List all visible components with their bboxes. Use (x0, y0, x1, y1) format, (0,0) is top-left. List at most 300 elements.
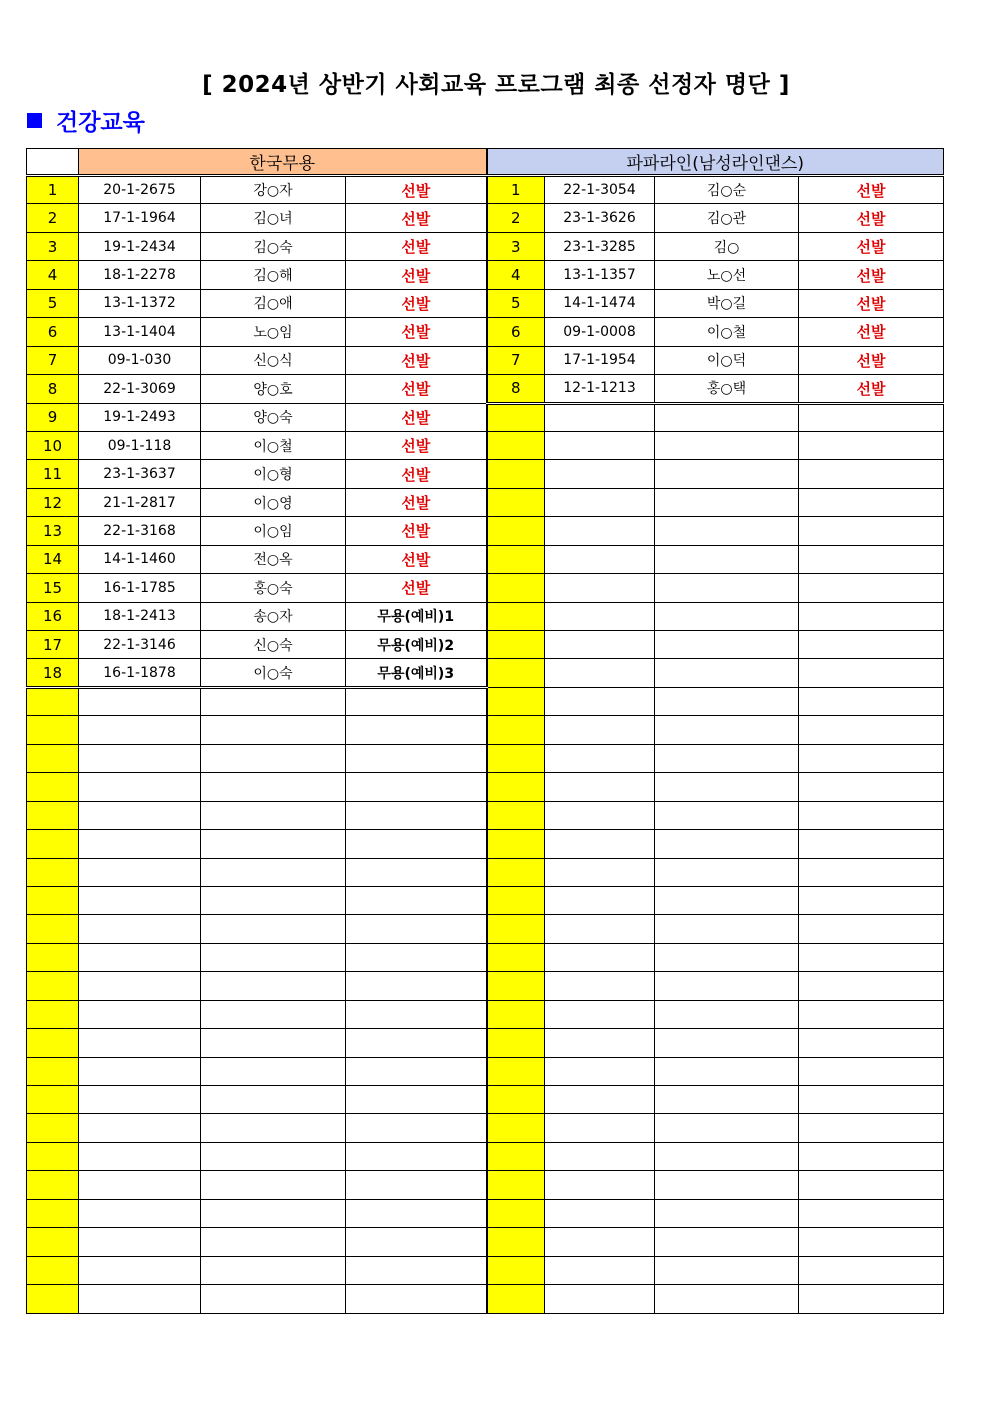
empty-cell (545, 915, 655, 943)
table-row (27, 431, 944, 459)
row-number: 13 (27, 517, 79, 545)
empty-number-cell (27, 915, 79, 943)
row-number: 2 (27, 204, 79, 232)
empty-cell (799, 687, 944, 715)
empty-cell (545, 1256, 655, 1284)
selection-result: 선발 (346, 460, 487, 488)
empty-number-cell (27, 1142, 79, 1170)
header-blank-cell (27, 149, 79, 176)
member-id: 16-1-1878 (79, 659, 201, 687)
member-id: 17-1-1964 (79, 204, 201, 232)
section-heading (27, 104, 145, 137)
empty-number-cell (487, 1086, 545, 1114)
empty-cell (545, 574, 655, 602)
empty-cell (799, 972, 944, 1000)
empty-cell (655, 631, 799, 659)
empty-cell (201, 1171, 346, 1199)
member-id: 22-1-3168 (79, 517, 201, 545)
member-name: 김○관 (655, 204, 799, 232)
row-number: 3 (27, 232, 79, 260)
empty-number-cell (487, 460, 545, 488)
empty-cell (346, 687, 487, 715)
empty-cell (655, 488, 799, 516)
empty-cell (799, 830, 944, 858)
empty-cell (79, 943, 201, 971)
empty-cell (799, 488, 944, 516)
member-id: 23-1-3626 (545, 204, 655, 232)
member-id: 22-1-3069 (79, 375, 201, 403)
empty-cell (545, 545, 655, 573)
member-name: 신○숙 (201, 631, 346, 659)
table-row (27, 773, 944, 801)
empty-cell (545, 972, 655, 1000)
row-number: 16 (27, 602, 79, 630)
empty-cell (346, 1256, 487, 1284)
member-id: 14-1-1460 (79, 545, 201, 573)
empty-cell (799, 858, 944, 886)
empty-number-cell (27, 687, 79, 715)
empty-cell (545, 1171, 655, 1199)
table-row (27, 744, 944, 772)
empty-cell (799, 1029, 944, 1057)
member-id: 14-1-1474 (545, 289, 655, 317)
empty-cell (799, 1142, 944, 1170)
empty-cell (655, 1228, 799, 1256)
empty-cell (545, 886, 655, 914)
empty-number-cell (27, 972, 79, 1000)
empty-cell (346, 1029, 487, 1057)
empty-number-cell (27, 1256, 79, 1284)
member-id: 13-1-1357 (545, 261, 655, 289)
row-number: 18 (27, 659, 79, 687)
empty-cell (799, 744, 944, 772)
table-row (27, 858, 944, 886)
selection-result: 선발 (799, 289, 944, 317)
selection-result: 선발 (346, 346, 487, 374)
empty-cell (79, 1228, 201, 1256)
member-name: 강○자 (201, 176, 346, 204)
empty-cell (799, 1086, 944, 1114)
empty-number-cell (27, 744, 79, 772)
empty-cell (201, 1086, 346, 1114)
empty-number-cell (27, 801, 79, 829)
empty-cell (799, 801, 944, 829)
member-name: 양○숙 (201, 403, 346, 431)
table-row (27, 1086, 944, 1114)
selection-result: 선발 (346, 204, 487, 232)
member-name: 김○녀 (201, 204, 346, 232)
selection-table (26, 148, 944, 1314)
member-id: 13-1-1372 (79, 289, 201, 317)
empty-cell (346, 1086, 487, 1114)
member-name: 홍○택 (655, 375, 799, 403)
empty-cell (346, 858, 487, 886)
table-row (27, 830, 944, 858)
empty-cell (655, 431, 799, 459)
table-row (27, 1171, 944, 1199)
member-name: 노○선 (655, 261, 799, 289)
member-name: 이○철 (201, 431, 346, 459)
section-title: 건강교육 (56, 110, 145, 136)
empty-number-cell (27, 1171, 79, 1199)
empty-cell (201, 1199, 346, 1227)
table-row (27, 1199, 944, 1227)
selection-result: 무용(예비)1 (346, 602, 487, 630)
empty-cell (655, 517, 799, 545)
table-row (27, 687, 944, 715)
table-row (27, 1256, 944, 1284)
empty-cell (655, 744, 799, 772)
row-number: 8 (27, 375, 79, 403)
empty-number-cell (487, 1285, 545, 1313)
empty-cell (79, 1000, 201, 1028)
empty-cell (545, 1057, 655, 1085)
empty-cell (346, 886, 487, 914)
member-name: 이○형 (201, 460, 346, 488)
empty-cell (799, 1000, 944, 1028)
empty-cell (79, 716, 201, 744)
empty-number-cell (487, 1199, 545, 1227)
empty-number-cell (487, 545, 545, 573)
table-row (27, 232, 944, 260)
table-row (27, 1114, 944, 1142)
empty-cell (545, 1029, 655, 1057)
empty-cell (346, 915, 487, 943)
empty-number-cell (27, 1029, 79, 1057)
empty-cell (655, 602, 799, 630)
member-name: 이○철 (655, 318, 799, 346)
empty-number-cell (27, 886, 79, 914)
empty-cell (346, 943, 487, 971)
empty-cell (346, 1228, 487, 1256)
empty-cell (545, 744, 655, 772)
empty-number-cell (487, 773, 545, 801)
empty-cell (545, 431, 655, 459)
member-id: 19-1-2493 (79, 403, 201, 431)
row-number: 3 (487, 232, 545, 260)
empty-cell (201, 886, 346, 914)
row-number: 8 (487, 375, 545, 403)
row-number: 12 (27, 488, 79, 516)
empty-cell (201, 943, 346, 971)
empty-cell (79, 915, 201, 943)
empty-cell (346, 716, 487, 744)
selection-result: 선발 (346, 517, 487, 545)
empty-cell (79, 858, 201, 886)
empty-cell (655, 403, 799, 431)
table-row (27, 318, 944, 346)
row-number: 15 (27, 574, 79, 602)
empty-cell (201, 858, 346, 886)
row-number: 7 (487, 346, 545, 374)
empty-cell (655, 687, 799, 715)
empty-number-cell (487, 886, 545, 914)
selection-result: 선발 (799, 261, 944, 289)
table-body (27, 149, 944, 1314)
empty-cell (346, 801, 487, 829)
table-row (27, 716, 944, 744)
empty-cell (799, 602, 944, 630)
empty-cell (545, 517, 655, 545)
member-name: 이○임 (201, 517, 346, 545)
member-name: 김○순 (655, 176, 799, 204)
empty-cell (545, 602, 655, 630)
empty-cell (655, 574, 799, 602)
empty-cell (655, 1171, 799, 1199)
member-id: 13-1-1404 (79, 318, 201, 346)
empty-cell (799, 1256, 944, 1284)
empty-number-cell (487, 744, 545, 772)
empty-cell (201, 915, 346, 943)
empty-cell (545, 1199, 655, 1227)
row-number: 5 (487, 289, 545, 317)
empty-number-cell (487, 1114, 545, 1142)
empty-cell (201, 1057, 346, 1085)
empty-number-cell (487, 972, 545, 1000)
empty-number-cell (487, 1171, 545, 1199)
row-number: 10 (27, 431, 79, 459)
member-name: 김○해 (201, 261, 346, 289)
empty-cell (799, 1171, 944, 1199)
empty-number-cell (27, 1000, 79, 1028)
empty-cell (201, 1228, 346, 1256)
member-id: 22-1-3054 (545, 176, 655, 204)
selection-result: 선발 (346, 431, 487, 459)
empty-cell (346, 830, 487, 858)
table-row (27, 801, 944, 829)
empty-cell (545, 631, 655, 659)
empty-cell (79, 744, 201, 772)
empty-cell (346, 1000, 487, 1028)
row-number: 7 (27, 346, 79, 374)
row-number: 6 (27, 318, 79, 346)
empty-cell (799, 886, 944, 914)
row-number: 11 (27, 460, 79, 488)
empty-cell (799, 1057, 944, 1085)
empty-cell (655, 773, 799, 801)
empty-cell (655, 545, 799, 573)
empty-number-cell (487, 602, 545, 630)
member-id: 21-1-2817 (79, 488, 201, 516)
page-title: [ 2024년 상반기 사회교육 프로그램 최종 선정자 명단 ] (202, 72, 790, 98)
member-id: 23-1-3637 (79, 460, 201, 488)
row-number: 2 (487, 204, 545, 232)
table-row (27, 545, 944, 573)
selection-result: 선발 (346, 545, 487, 573)
empty-cell (655, 1057, 799, 1085)
empty-cell (655, 858, 799, 886)
member-id: 23-1-3285 (545, 232, 655, 260)
empty-cell (79, 1142, 201, 1170)
empty-cell (346, 1057, 487, 1085)
empty-cell (545, 773, 655, 801)
empty-cell (545, 403, 655, 431)
empty-cell (799, 431, 944, 459)
selection-result: 선발 (799, 375, 944, 403)
selection-result: 선발 (346, 403, 487, 431)
empty-cell (655, 460, 799, 488)
empty-cell (79, 886, 201, 914)
empty-cell (79, 801, 201, 829)
empty-cell (79, 1171, 201, 1199)
empty-cell (799, 915, 944, 943)
table-row (27, 602, 944, 630)
member-name: 박○길 (655, 289, 799, 317)
group-header-line-dance: 파파라인(남성라인댄스) (487, 149, 944, 176)
empty-cell (655, 972, 799, 1000)
empty-cell (79, 830, 201, 858)
table-row (27, 1029, 944, 1057)
empty-number-cell (27, 1285, 79, 1313)
empty-cell (79, 687, 201, 715)
empty-number-cell (27, 1228, 79, 1256)
empty-cell (799, 773, 944, 801)
selection-result: 선발 (346, 488, 487, 516)
empty-number-cell (487, 1256, 545, 1284)
empty-cell (545, 858, 655, 886)
empty-number-cell (27, 773, 79, 801)
empty-cell (201, 744, 346, 772)
table-row (27, 204, 944, 232)
empty-cell (346, 773, 487, 801)
empty-cell (545, 1086, 655, 1114)
selection-result: 선발 (346, 375, 487, 403)
empty-cell (545, 687, 655, 715)
empty-number-cell (487, 1142, 545, 1170)
empty-cell (79, 773, 201, 801)
empty-cell (655, 1285, 799, 1313)
empty-number-cell (27, 858, 79, 886)
selection-result: 선발 (346, 289, 487, 317)
empty-number-cell (27, 1199, 79, 1227)
table-row (27, 659, 944, 687)
empty-cell (201, 1029, 346, 1057)
empty-cell (545, 1114, 655, 1142)
selection-result: 무용(예비)3 (346, 659, 487, 687)
empty-cell (799, 517, 944, 545)
row-number: 1 (487, 176, 545, 204)
empty-cell (201, 687, 346, 715)
table-row (27, 1285, 944, 1313)
table-row (27, 375, 944, 403)
member-name: 홍○숙 (201, 574, 346, 602)
empty-cell (799, 1114, 944, 1142)
empty-cell (545, 1142, 655, 1170)
selection-result: 선발 (346, 574, 487, 602)
empty-cell (799, 403, 944, 431)
selection-result: 선발 (799, 232, 944, 260)
empty-cell (655, 915, 799, 943)
selection-result: 선발 (799, 176, 944, 204)
empty-cell (201, 1000, 346, 1028)
group-header-korean-dance: 한국무용 (79, 149, 487, 176)
member-name: 신○식 (201, 346, 346, 374)
selection-result: 선발 (799, 346, 944, 374)
empty-number-cell (27, 1114, 79, 1142)
empty-cell (201, 801, 346, 829)
empty-cell (79, 1199, 201, 1227)
row-number: 1 (27, 176, 79, 204)
empty-number-cell (487, 915, 545, 943)
empty-number-cell (487, 830, 545, 858)
table-row (27, 915, 944, 943)
selection-result: 선발 (346, 261, 487, 289)
empty-cell (545, 1228, 655, 1256)
empty-number-cell (487, 488, 545, 516)
empty-cell (799, 659, 944, 687)
selection-result: 선발 (799, 318, 944, 346)
empty-cell (545, 1000, 655, 1028)
table-row (27, 176, 944, 204)
empty-cell (346, 1114, 487, 1142)
empty-number-cell (487, 1057, 545, 1085)
member-name: 김○ (655, 232, 799, 260)
empty-cell (201, 972, 346, 1000)
member-id: 18-1-2413 (79, 602, 201, 630)
empty-number-cell (27, 830, 79, 858)
empty-cell (346, 744, 487, 772)
empty-cell (346, 1142, 487, 1170)
empty-cell (655, 1000, 799, 1028)
empty-number-cell (487, 1000, 545, 1028)
row-number: 5 (27, 289, 79, 317)
empty-number-cell (487, 659, 545, 687)
group-header-row (27, 149, 944, 176)
empty-number-cell (487, 1228, 545, 1256)
empty-number-cell (487, 517, 545, 545)
member-id: 17-1-1954 (545, 346, 655, 374)
member-name: 양○호 (201, 375, 346, 403)
empty-number-cell (487, 858, 545, 886)
table-row (27, 943, 944, 971)
empty-cell (79, 1285, 201, 1313)
empty-cell (545, 659, 655, 687)
empty-cell (655, 1114, 799, 1142)
table-row (27, 972, 944, 1000)
empty-cell (655, 943, 799, 971)
empty-cell (545, 460, 655, 488)
member-id: 22-1-3146 (79, 631, 201, 659)
row-number: 17 (27, 631, 79, 659)
table-row (27, 1142, 944, 1170)
row-number: 6 (487, 318, 545, 346)
empty-cell (79, 1256, 201, 1284)
empty-cell (545, 801, 655, 829)
empty-cell (79, 972, 201, 1000)
row-number: 4 (27, 261, 79, 289)
empty-number-cell (487, 631, 545, 659)
member-id: 09-1-030 (79, 346, 201, 374)
empty-cell (346, 1285, 487, 1313)
empty-cell (799, 545, 944, 573)
member-id: 09-1-118 (79, 431, 201, 459)
empty-number-cell (487, 943, 545, 971)
empty-cell (655, 801, 799, 829)
empty-cell (799, 631, 944, 659)
member-id: 18-1-2278 (79, 261, 201, 289)
table-row (27, 574, 944, 602)
empty-cell (545, 716, 655, 744)
empty-cell (545, 830, 655, 858)
empty-number-cell (487, 687, 545, 715)
empty-cell (799, 716, 944, 744)
empty-cell (655, 1142, 799, 1170)
table-row (27, 1000, 944, 1028)
member-id: 09-1-0008 (545, 318, 655, 346)
row-number: 9 (27, 403, 79, 431)
table-row (27, 261, 944, 289)
empty-cell (799, 1199, 944, 1227)
